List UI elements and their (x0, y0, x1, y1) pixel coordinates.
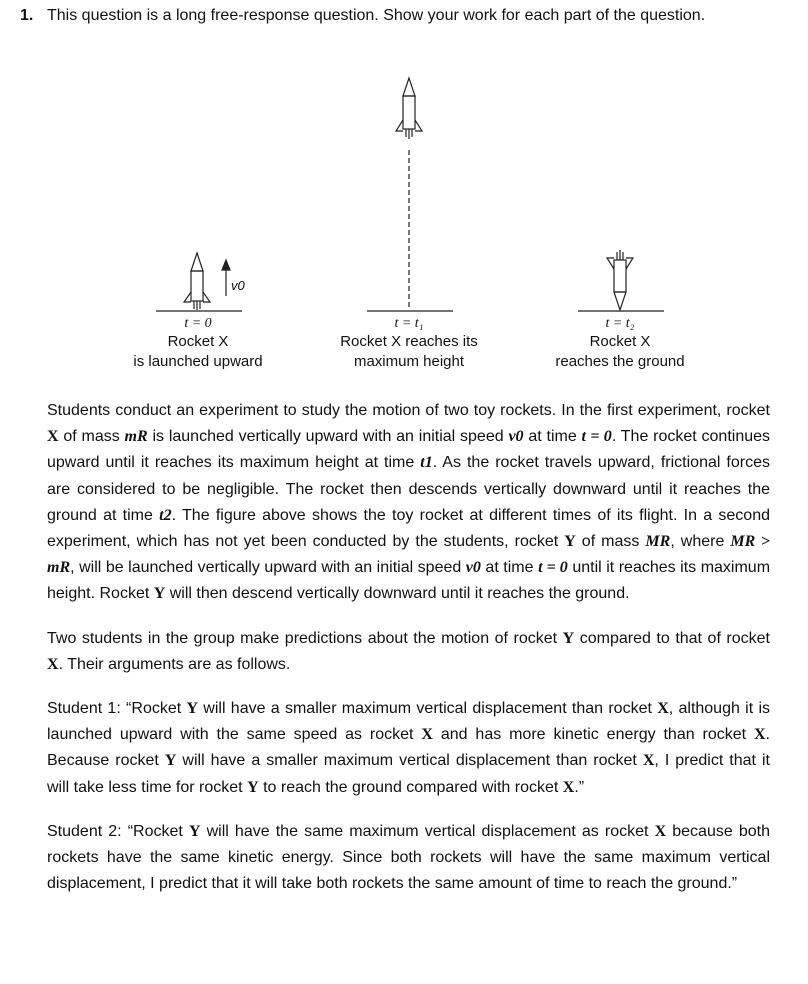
text: , will be launched vertically upward with an initial speed (70, 559, 466, 577)
text: , where (670, 533, 731, 551)
paragraph-experiment (47, 398, 770, 608)
rocket-x-symbol: X (47, 428, 59, 446)
text: is launched vertically upward with an initial speed (147, 428, 509, 446)
text: will have the same maximum vertical displacement as rocket (200, 822, 655, 840)
velocity-arrow (222, 260, 230, 296)
text: until it reaches its maximum height. Rocket (47, 559, 771, 603)
text: , although it is launched upward with the same speed as rocket (47, 700, 770, 744)
paragraph-student-2 (47, 819, 770, 898)
rocket-y-symbol: Y (188, 822, 201, 840)
text: Students conduct an experiment to study the motion of two toy rockets. In the first experiment, rocket (47, 402, 770, 419)
rocket-x-symbol: X (421, 726, 433, 744)
paragraph-student-1 (47, 696, 770, 801)
rocket-ground-panel (578, 250, 664, 311)
paragraph-predictions-intro (47, 626, 770, 678)
v0-symbol: v0 (508, 428, 524, 446)
rocket-x-symbol: X (47, 655, 59, 673)
text: , I predict that it will take less time for rocket (47, 752, 770, 796)
text: compared to that of rocket (574, 629, 770, 647)
mass-inequality: MR > mR (47, 533, 770, 577)
rocket-y-symbol: Y (164, 752, 177, 770)
rocket-max-height-panel (367, 78, 453, 311)
text: .” (574, 778, 585, 796)
t-zero-symbol: t = 0 (538, 559, 568, 577)
caption-line1-3: Rocket X (589, 333, 651, 350)
text: will have a smaller maximum vertical displacement than rocket (176, 752, 643, 770)
caption-line2-2: maximum height (353, 353, 465, 370)
caption-panel-1 (88, 316, 308, 372)
text: at time (480, 559, 539, 577)
rocket-y-symbol: Y (564, 533, 576, 551)
rocket-launch-panel (156, 253, 242, 311)
mass-mr-symbol: mR (124, 428, 148, 446)
caption-time-2: t = t₁ (394, 316, 424, 331)
rocket-x-symbol: X (642, 752, 655, 770)
text: of mass (575, 533, 646, 551)
rocket-x-symbol: X (753, 726, 766, 744)
rocket-y-symbol: Y (247, 778, 259, 796)
rocket-x-symbol: X (562, 778, 575, 796)
rocket-figure (0, 60, 808, 390)
question-header (20, 6, 705, 26)
text: . Because rocket (47, 726, 770, 770)
text: . As the rocket travels upward, frictional forces are considered to be negligible. The rocket then descends vertically downward until it reaches the ground at time (47, 454, 770, 524)
text: will have a smaller maximum vertical displacement than rocket (198, 700, 658, 718)
text: Two students in the group make predictions about the motion of rocket (47, 629, 563, 647)
rocket-y-symbol: Y (153, 585, 166, 603)
caption-panel-3 (510, 316, 730, 372)
rocket-x-symbol: X (654, 822, 667, 840)
caption-line1-2: Rocket X reaches its (340, 333, 478, 350)
caption-line2-3: reaches the ground (555, 353, 685, 370)
rocket-x-inverted (607, 250, 633, 310)
caption-line1-1: Rocket X (167, 333, 229, 350)
rocket-x-symbol: X (657, 700, 669, 718)
t1-symbol: t1 (420, 454, 433, 472)
question-body (47, 398, 770, 915)
mass-MR-symbol: MR (645, 533, 671, 551)
rocket-y-symbol: Y (186, 700, 199, 718)
caption-time-1: t = 0 (184, 316, 212, 331)
caption-panel-2 (299, 316, 519, 372)
text: at time (523, 428, 582, 446)
text: . The figure above shows the toy rocket at different times of its flight. In a second experiment, which has not yet been conducted by the students, rocket (47, 506, 770, 551)
initial-velocity-label: v0 (231, 278, 245, 293)
text: . Their arguments are as follows. (58, 655, 291, 673)
rocket-y-symbol: Y (562, 629, 575, 647)
text: to reach the ground compared with rocket (258, 778, 563, 796)
caption-time-3: t = t₂ (605, 316, 635, 331)
v0-symbol: v0 (465, 559, 481, 577)
text: Student 1: “Rocket (47, 700, 187, 718)
text: of mass (58, 428, 125, 446)
rocket-x-upright-1 (184, 253, 210, 310)
t-zero-symbol: t = 0 (581, 428, 612, 446)
t2-symbol: t2 (159, 506, 172, 524)
text: will then descend vertically downward until it reaches the ground. (165, 585, 630, 603)
rocket-x-upright-2 (396, 78, 422, 139)
text: . The rocket continues upward until it reaches its maximum height at time (47, 428, 771, 472)
question-prompt: This question is a long free-response question. Show your work for each part of the question. (47, 7, 706, 24)
text: because both rockets have the same kinetic energy. Since both rockets will have the same maximum vertical displacement, I predict that it will take both rockets the same amount of time to reach the ground.” (47, 822, 770, 893)
question-number: 1. (20, 7, 34, 24)
text: and has more kinetic energy than rocket (432, 726, 754, 744)
caption-line2-1: is launched upward (133, 353, 263, 370)
text: Student 2: “Rocket (47, 822, 189, 840)
